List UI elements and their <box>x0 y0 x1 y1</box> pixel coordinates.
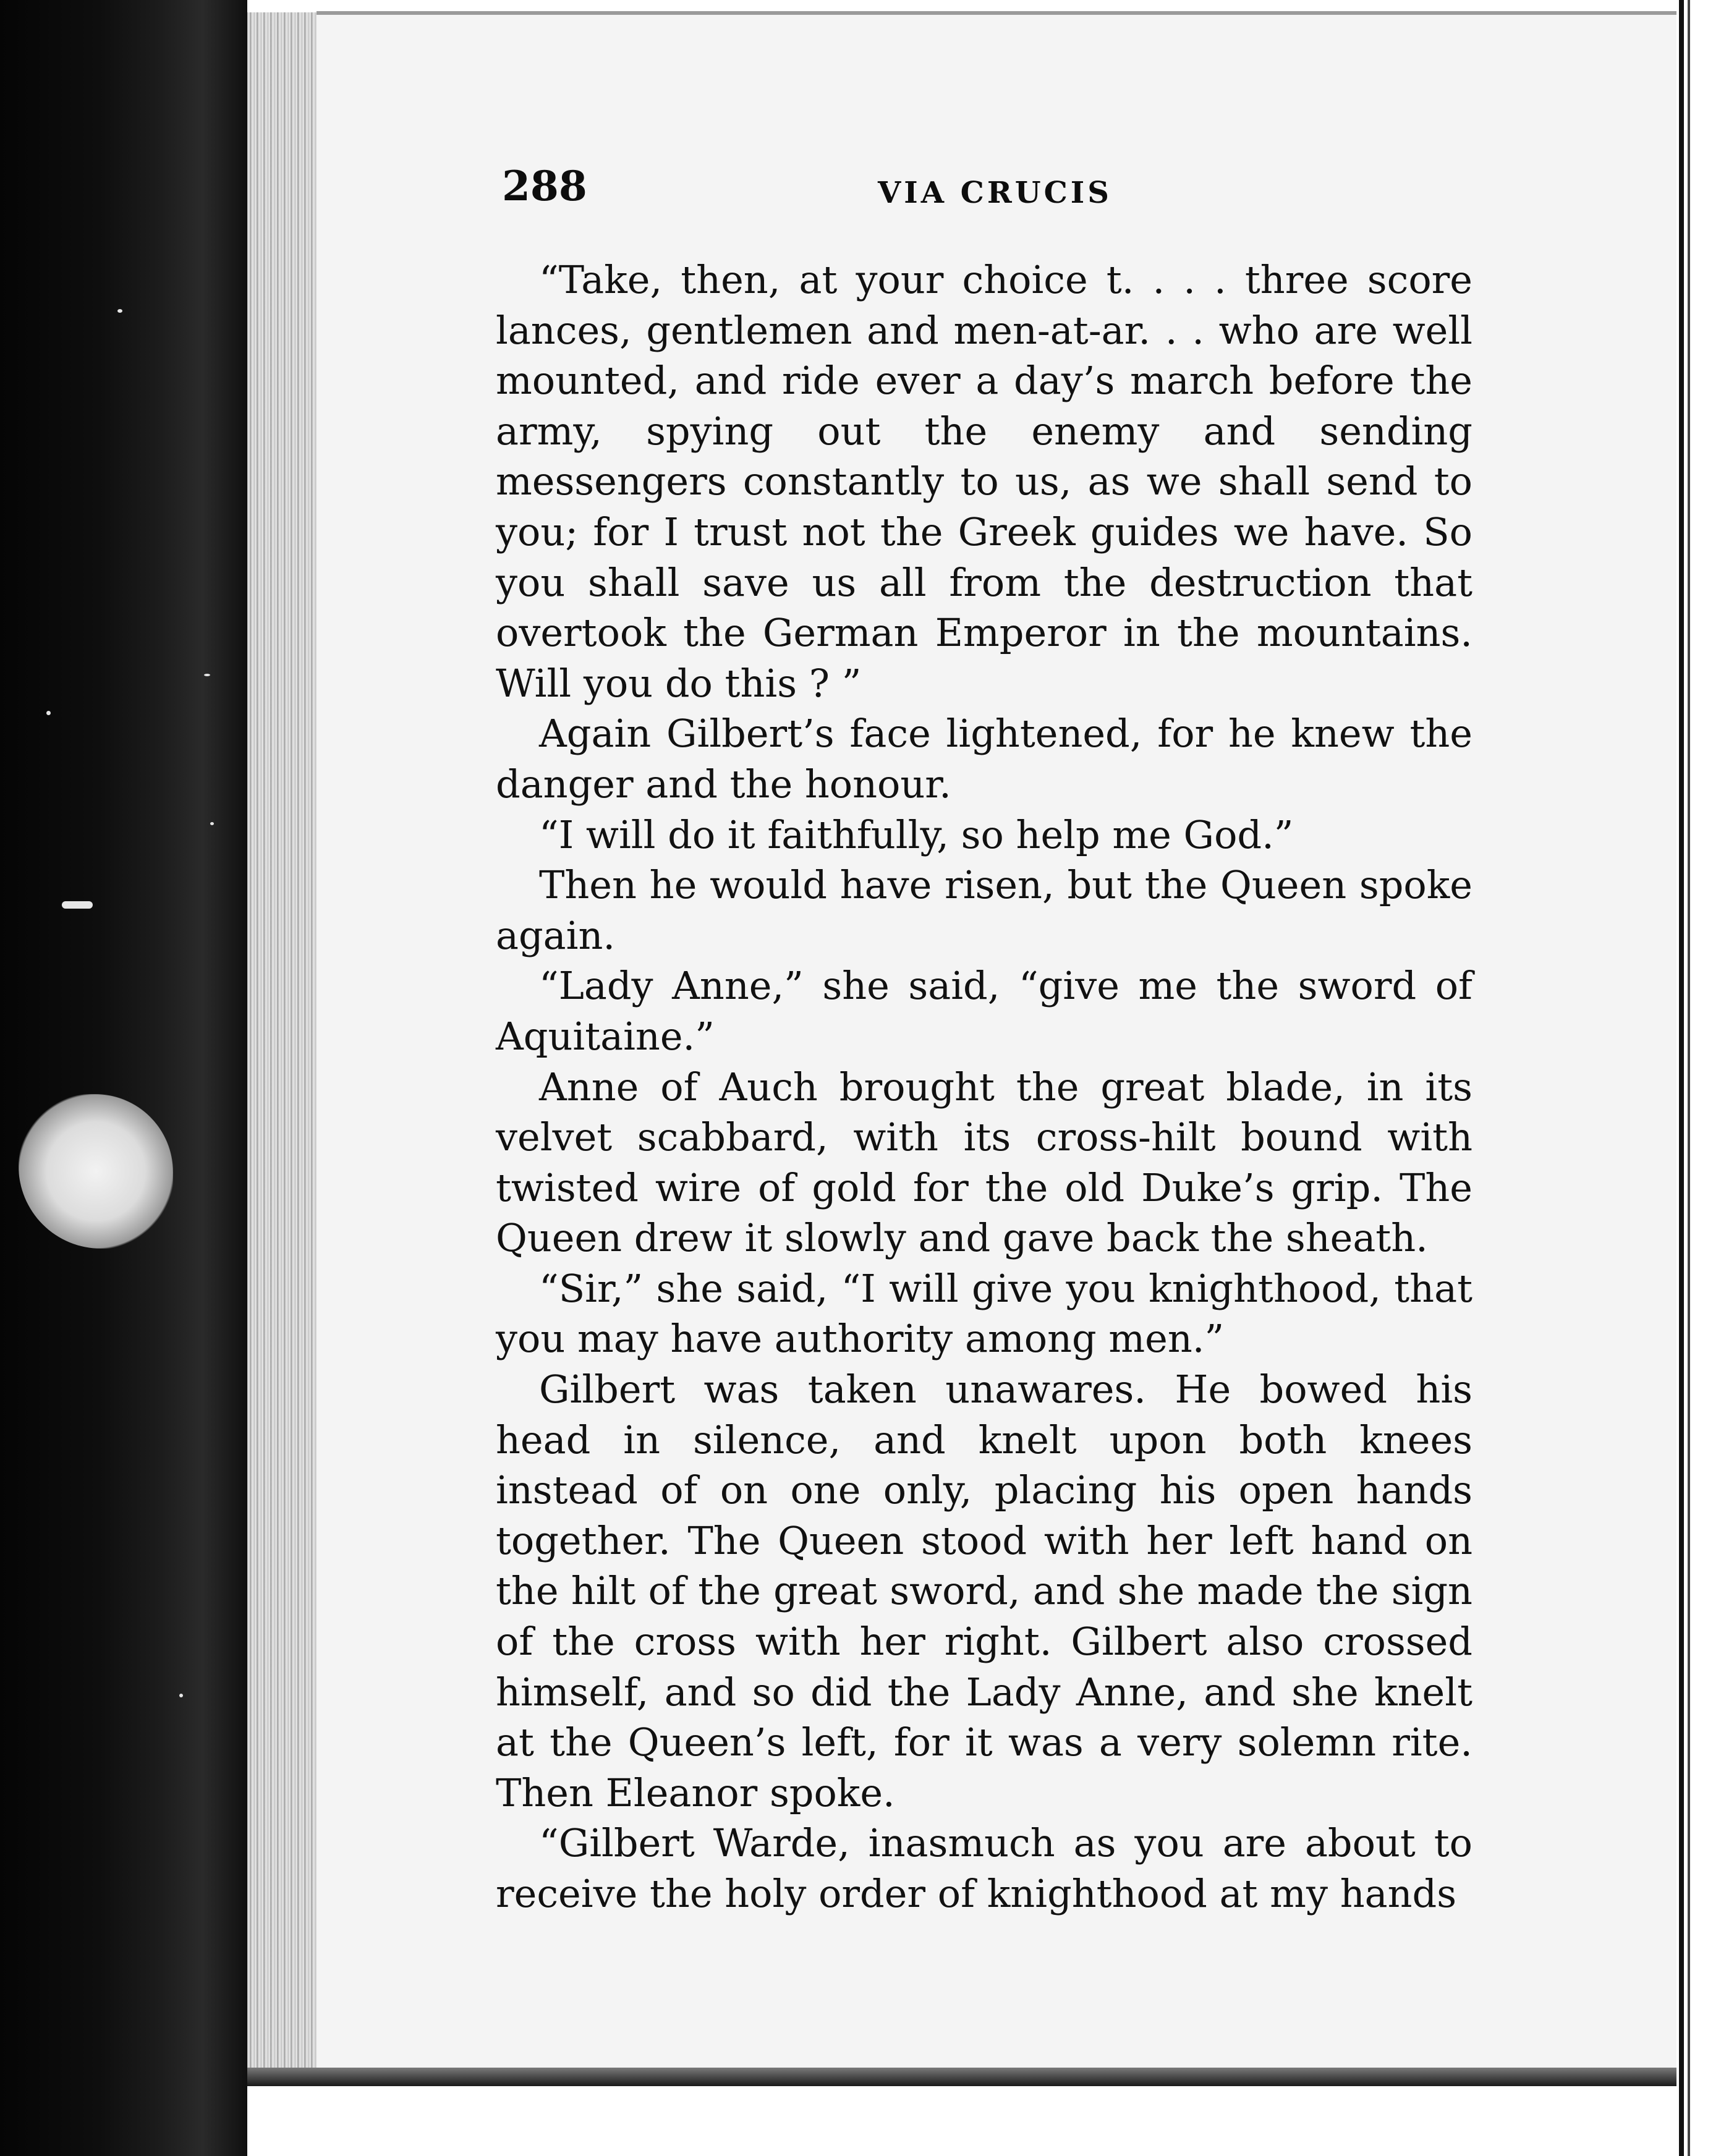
paragraph: “Take, then, at your choice t. . . . three score lances, gentlemen and men-at-ar. . . who are well mounted, and ride ever a day’s march before the army, spying out the enemy and sending messengers constantly to us, as we shall send to you; for I trust not the Greek guides we have. So you shall save us all from the destruction that overtook the German Emperor in the mountains. Will you do this ? ” <box>496 257 1472 706</box>
paragraph: Gilbert was taken unawares. He bowed his head in silence, and knelt upon both knees instead of on one only, placing his open hands together. The Queen stood with her left hand on the hilt of the great sword, and she made the sign of the cross with her right. Gilbert also crossed himself, and so did the Lady Anne, and she knelt at the Queen’s left, for it was a very solemn rite. Then Eleanor spoke. <box>496 1367 1472 1815</box>
book-spine <box>0 0 247 2156</box>
paragraph: “Lady Anne,” she said, “give me the sword of Aquitaine.” <box>496 963 1472 1059</box>
body-text <box>496 255 1472 1919</box>
bottom-page-edge <box>247 2068 1681 2086</box>
right-border-line-inner <box>1688 0 1690 2156</box>
paragraph: “Gilbert Warde, inasmuch as you are about to receive the holy order of knighthood at my hands <box>496 1820 1472 1916</box>
right-border-line <box>1679 0 1684 2156</box>
paragraph: Then he would have risen, but the Queen spoke again. <box>496 862 1472 958</box>
paragraph: “Sir,” she said, “I will give you knighthood, that you may have authority among men.” <box>496 1265 1472 1362</box>
page-header <box>502 162 1472 218</box>
running-head: VIA CRUCIS <box>878 176 1112 210</box>
paragraph: Again Gilbert’s face lightened, for he knew the danger and the honour. <box>496 711 1472 807</box>
paragraph: “I will do it faithfully, so help me God.” <box>539 812 1294 857</box>
paragraph: Anne of Auch brought the great blade, in its velvet scabbard, with its cross-hilt bound with twisted wire of gold for the old Duke’s grip. The Queen drew it slowly and gave back the sheath. <box>496 1064 1472 1261</box>
page-edges <box>247 12 324 2071</box>
page-number: 288 <box>502 162 587 210</box>
